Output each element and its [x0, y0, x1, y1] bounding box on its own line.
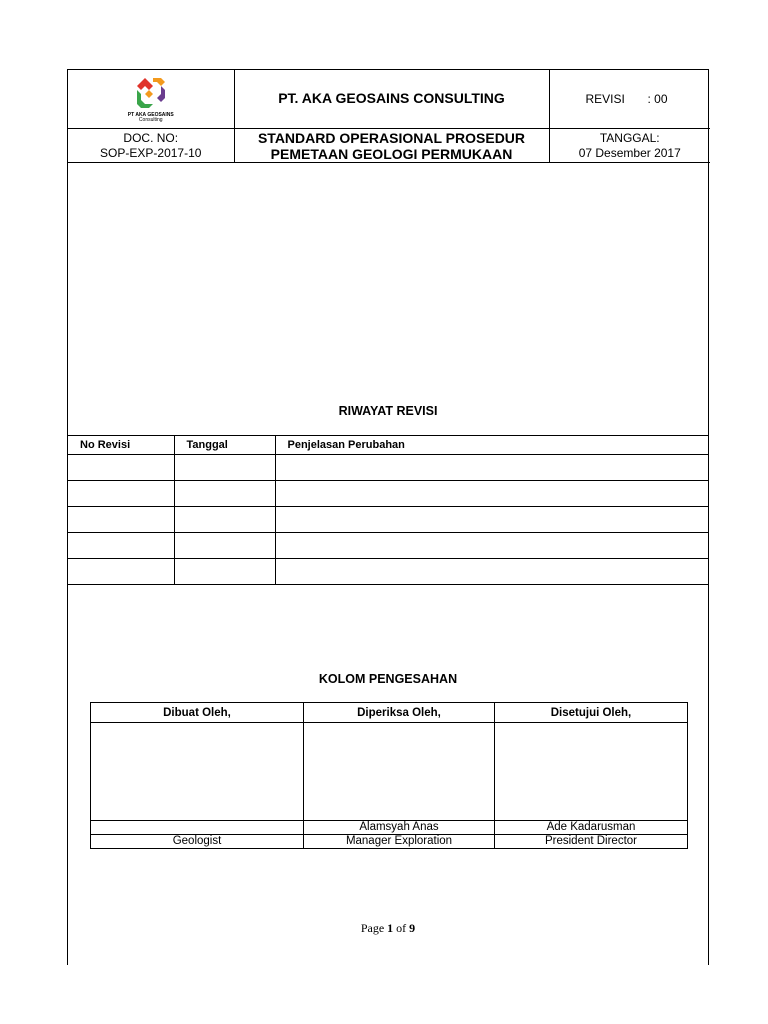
approval-header-row [91, 703, 688, 723]
table-cell [174, 533, 275, 559]
signer-name-diperiksa: Alamsyah Anas [304, 821, 495, 835]
revision-history-title: RIWAYAT REVISI [338, 404, 438, 418]
signature-row [91, 723, 688, 821]
date-label: TANGGAL: [599, 130, 660, 145]
page-label: Page [360, 921, 385, 935]
company-cell [234, 70, 549, 129]
table-cell [174, 455, 275, 481]
table-cell [68, 559, 174, 585]
signer-role-dibuat: Geologist [91, 835, 304, 849]
page-current: 1 [387, 921, 394, 935]
page-number [68, 921, 708, 936]
doc-no-label: DOC. NO: [123, 130, 179, 145]
column-header-disetujui: Disetujui Oleh, [495, 703, 688, 723]
signature-box-disetujui [495, 723, 688, 821]
table-cell [275, 507, 708, 533]
table-cell [275, 533, 708, 559]
signer-role-diperiksa: Manager Exploration [304, 835, 495, 849]
company-logo [68, 75, 234, 123]
logo-text-name: PT AKA GEOSAINS [127, 112, 174, 118]
table-cell [174, 559, 275, 585]
logo-cell [68, 70, 234, 129]
title-cell [234, 129, 549, 163]
column-header-diperiksa: Diperiksa Oleh, [304, 703, 495, 723]
table-cell [275, 455, 708, 481]
column-header-no-revisi: No Revisi [68, 436, 174, 455]
revision-cell [549, 70, 710, 129]
document-page [67, 69, 709, 965]
date-value: 07 Desember 2017 [578, 145, 681, 160]
signer-role-disetujui: President Director [495, 835, 688, 849]
signer-name-row [91, 821, 688, 835]
table-cell [68, 507, 174, 533]
doc-no-cell [68, 129, 234, 163]
revision-history-table [68, 435, 708, 585]
revision-label: REVISI [585, 92, 625, 106]
table-row [68, 507, 708, 533]
table-cell [174, 481, 275, 507]
table-cell [275, 559, 708, 585]
table-header-row [68, 436, 708, 455]
signer-name-dibuat [91, 821, 304, 835]
column-header-penjelasan: Penjelasan Perubahan [275, 436, 708, 455]
page-total: 9 [409, 921, 416, 935]
table-row [68, 481, 708, 507]
table-cell [68, 533, 174, 559]
table-cell [68, 481, 174, 507]
of-label: of [396, 921, 407, 935]
table-cell [275, 481, 708, 507]
logo-icon [132, 75, 170, 111]
signature-box-dibuat [91, 723, 304, 821]
doc-no-value: SOP-EXP-2017-10 [100, 145, 202, 160]
date-cell [549, 129, 710, 163]
table-row [68, 455, 708, 481]
document-title-line2: PEMETAAN GEOLOGI PERMUKAAN [270, 145, 513, 162]
column-header-dibuat: Dibuat Oleh, [91, 703, 304, 723]
signature-box-diperiksa [304, 723, 495, 821]
document-title-line1: STANDARD OPERASIONAL PROSEDUR [257, 129, 526, 146]
document-header [68, 70, 710, 163]
revision-value: : 00 [647, 92, 668, 106]
approval-table [90, 702, 688, 849]
table-row [68, 559, 708, 585]
approval-title: KOLOM PENGESAHAN [318, 672, 458, 686]
table-row [68, 533, 708, 559]
logo-text-sub: Consulting [138, 117, 163, 123]
company-name: PT. AKA GEOSAINS CONSULTING [278, 90, 505, 106]
signer-role-row [91, 835, 688, 849]
signer-name-disetujui: Ade Kadarusman [495, 821, 688, 835]
table-cell [68, 455, 174, 481]
table-cell [174, 507, 275, 533]
column-header-tanggal: Tanggal [174, 436, 275, 455]
